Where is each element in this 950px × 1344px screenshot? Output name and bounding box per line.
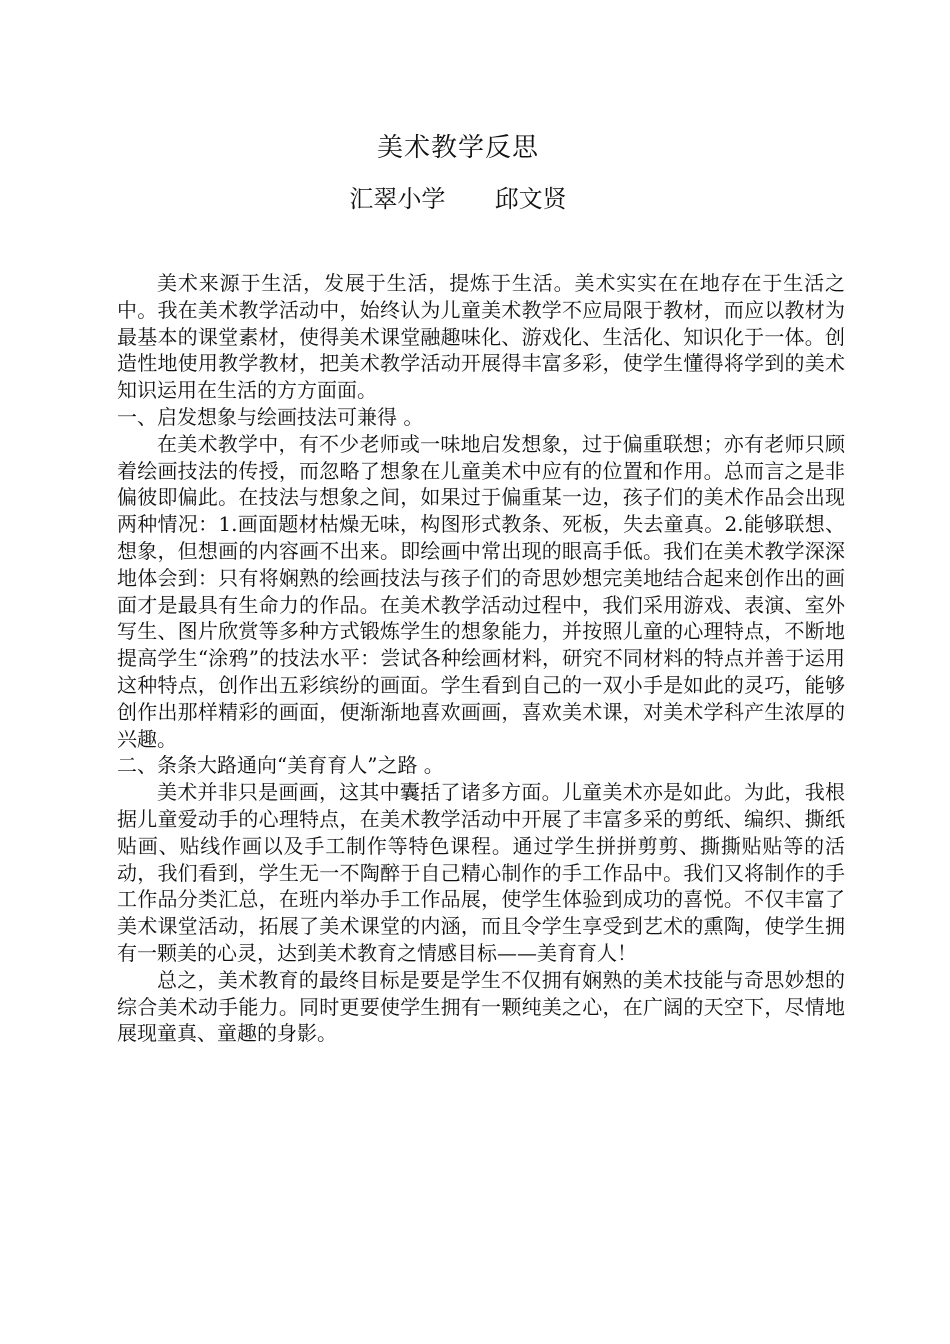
body-paragraph: 美术来源于生活，发展于生活，提炼于生活。美术实实在在地存在于生活之中。我在美术教学活动中，始终认为儿童美术教学不应局限于教材，而应以教材为最基本的课堂素材，使得美术课堂融趣味化、游戏化、生活化、知识化于一体。创造性地使用教学教材，把美术教学活动开展得丰富多彩，使学生懂得将学到的美术知识运用在生活的方方面面。 (117, 271, 845, 403)
section-heading: 一、启发想象与绘画技法可兼得 。 (117, 404, 424, 429)
school-name: 汇翠小学 (349, 185, 446, 213)
body-paragraph: 总之，美术教育的最终目标是要是学生不仅拥有娴熟的美术技能与奇思妙想的综合美术动手能力。同时更要使学生拥有一颗纯美之心，在广阔的天空下，尽情地展现童真、童趣的身影。 (117, 967, 845, 1046)
author-line (0, 180, 916, 218)
body-paragraph: 在美术教学中，有不少老师或一味地启发想象，过于偏重联想；亦有老师只顾着绘画技法的传授，而忽略了想象在儿童美术中应有的位置和作用。总而言之是非偏彼即偏此。在技法与想象之间，如果过于偏重某一边，孩子们的美术作品会出现两种情况：1.画面题材枯燥无味，构图形式教条、死板，失去童真。2.能够联想、想象，但想画的内容画不出来。即绘画中常出现的眼高手低。我们在美术教学深深地体会到：只有将娴熟的绘画技法与孩子们的奇思妙想完美地结合起来创作出的画面才是最具有生命力的作品。在美术教学活动过程中，我们采用游戏、表演、室外写生、图片欣赏等多种方式锻炼学生的想象能力，并按照儿童的心理特点，不断地提高学生“涂鸦”的技法水平：尝试各种绘画材料，研究不同材料的特点并善于运用这种特点，创作出五彩缤纷的画面。学生看到自己的一双小手是如此的灵巧，能够创作出那样精彩的画面，便渐渐地喜欢画画，喜欢美术课，对美术学科产生浓厚的兴趣。 (117, 431, 845, 751)
document-title: 美术教学反思 (376, 133, 539, 163)
body-paragraph: 美术并非只是画画，这其中囊括了诸多方面。儿童美术亦是如此。为此，我根据儿童爱动手的心理特点，在美术教学活动中开展了丰富多采的剪纸、编织、撕纸贴画、贴线作画以及手工制作等特色课程。通过学生拼拼剪剪、撕撕贴贴等的活动，我们看到，学生无一不陶醉于自己精心制作的手工作品中。我们又将制作的手工作品分类汇总，在班内举办手工作品展，使学生体验到成功的喜悦。不仅丰富了美术课堂活动，拓展了美术课堂的内涵，而且令学生享受到艺术的熏陶，使学生拥有一颗美的心灵，达到美术教育之情感目标——美育育人！ (117, 780, 845, 965)
document-body (117, 270, 845, 1047)
author-name: 邱文贤 (494, 185, 567, 213)
section-heading: 二、条条大路通向“美育育人”之路 。 (117, 753, 444, 778)
